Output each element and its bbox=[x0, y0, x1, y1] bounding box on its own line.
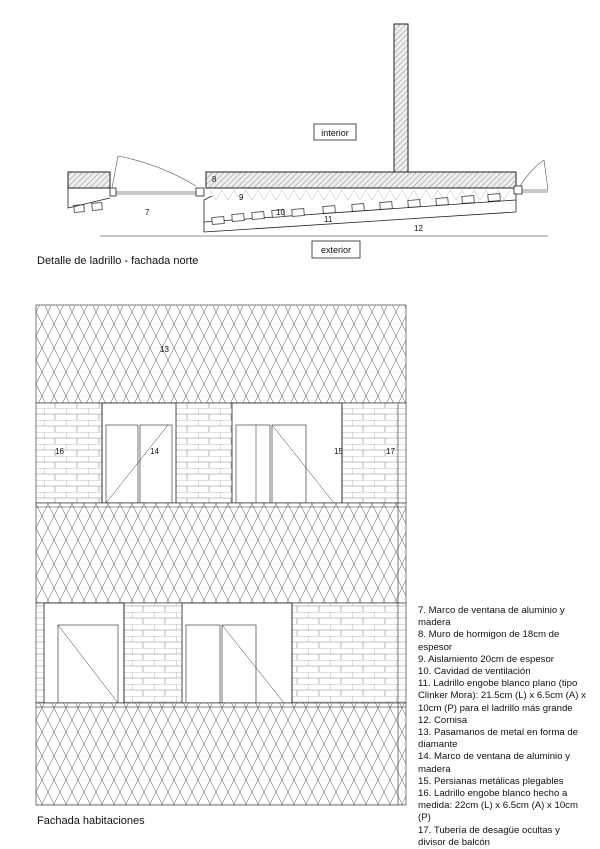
window-frame-7-left bbox=[110, 188, 116, 196]
window-upper-1 bbox=[102, 403, 176, 503]
window-swing-right bbox=[520, 160, 548, 190]
callout-7: 7 bbox=[145, 208, 150, 217]
legend bbox=[418, 605, 590, 849]
legend-item: 16. Ladrillo engobe blanco hecho a medida: 22cm (L) x 6.5cm (A) x 10cm (P) bbox=[418, 788, 578, 824]
callout-12: 12 bbox=[414, 224, 423, 233]
elevation-caption: Fachada habitaciones bbox=[37, 815, 145, 827]
concrete-wall-8 bbox=[206, 172, 516, 188]
window-upper-2 bbox=[232, 403, 342, 503]
window-frame-7-right bbox=[196, 188, 204, 196]
window-lower-1 bbox=[44, 603, 124, 703]
callout-14: 14 bbox=[150, 447, 159, 456]
legend-item: 7. Marco de ventana de aluminio y madera bbox=[418, 605, 565, 629]
brick-wall-upper bbox=[36, 403, 406, 503]
legend-item: 11. Ladrillo engobe blanco plano (tipo Clinker Mora): 21.5cm (L) x 6.5cm (A) x 10cm (P) para el ladrillo más grande bbox=[418, 678, 586, 714]
diamond-railing-13 bbox=[36, 305, 406, 403]
callout-8: 8 bbox=[212, 175, 217, 184]
facade-elevation bbox=[36, 305, 406, 805]
callout-11: 11 bbox=[324, 215, 333, 224]
legend-item: 14. Marco de ventana de aluminio y madera bbox=[418, 751, 570, 775]
legend-item: 10. Cavidad de ventilación bbox=[418, 666, 531, 678]
legend-item: 9. Aislamiento 20cm de espesor bbox=[418, 653, 554, 665]
legend-item: 17. Tubería de desagüe ocultas y divisor de balcón bbox=[418, 824, 560, 848]
legend-item: 13. Pasamanos de metal en forma de diamante bbox=[418, 727, 578, 751]
callout-17: 17 bbox=[386, 447, 395, 456]
detail-caption: Detalle de ladrillo - fachada norte bbox=[37, 255, 199, 267]
detail-section bbox=[68, 24, 548, 258]
callout-16: 16 bbox=[55, 447, 64, 456]
legend-item: 8. Muro de hormigon de 18cm de espesor bbox=[418, 629, 560, 653]
window-swing-left bbox=[112, 156, 196, 188]
callout-13: 13 bbox=[160, 345, 169, 354]
balcony-railing-upper bbox=[36, 503, 406, 603]
exterior-label: exterior bbox=[320, 245, 352, 255]
legend-item: 12. Cornisa bbox=[418, 714, 468, 726]
callout-15: 15 bbox=[334, 447, 343, 456]
concrete-wall-vertical bbox=[394, 24, 408, 172]
balcony-railing-lower bbox=[36, 703, 406, 805]
callout-10: 10 bbox=[276, 208, 285, 217]
callout-9: 9 bbox=[239, 193, 244, 202]
cornice-12 bbox=[204, 212, 516, 232]
legend-item: 15. Persianas metálicas plegables bbox=[418, 775, 564, 787]
left-wall-piece bbox=[68, 172, 110, 188]
window-lower-2 bbox=[182, 603, 292, 703]
interior-label: interior bbox=[321, 128, 349, 138]
